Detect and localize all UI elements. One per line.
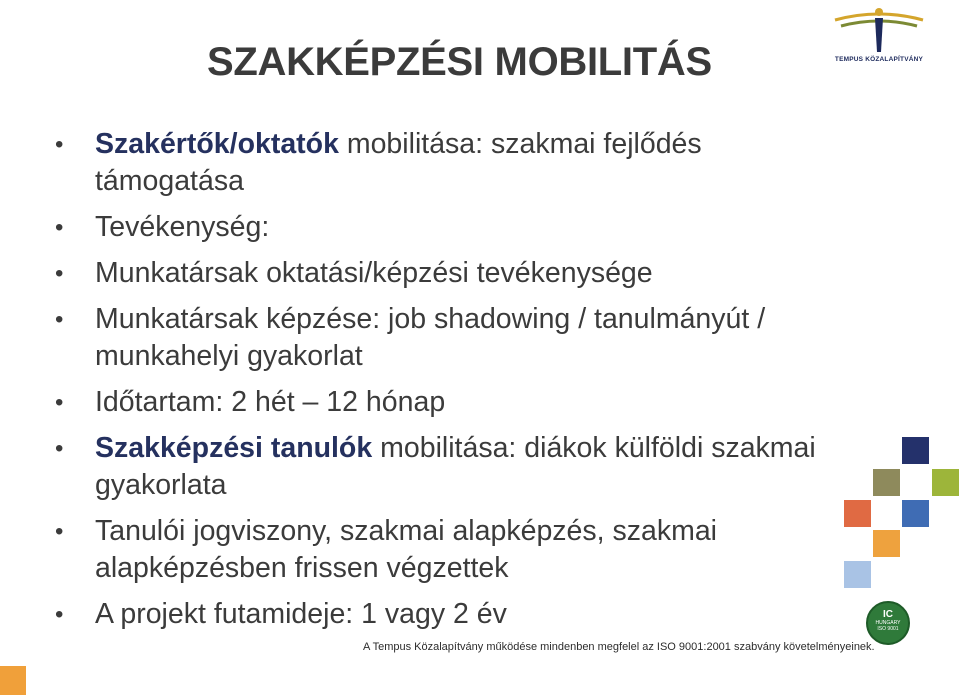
tempus-logo-icon: [831, 4, 927, 56]
bullet-highlight: Szakképzési tanulók: [95, 432, 373, 464]
bullet-text: Munkatársak oktatási/képzési tevékenysége: [95, 257, 653, 289]
bullet-text: mobilitása: diákok külföldi szakmai gyakorlata: [95, 432, 816, 501]
bullet-text: Tevékenység:: [95, 211, 270, 243]
bullet-text: Időtartam: 2 hét – 12 hónap: [95, 386, 446, 418]
bullet-item-expert-mobility: [55, 126, 825, 200]
bullet-item-duration: [55, 384, 825, 421]
deco-square-olive: [873, 469, 900, 496]
deco-square-navy: [902, 437, 929, 464]
bullet-text: Tanulói jogviszony, szakmai alapképzés, szakmai alapképzésben frissen végzettek: [95, 515, 718, 584]
bullet-item-staff-training: [55, 301, 825, 375]
bullet-text: Munkatársak képzése: job shadowing / tanulmányút / munkahelyi gyakorlat: [95, 303, 766, 372]
bullet-item-staff-teaching: [55, 255, 825, 292]
bullet-text: A projekt futamideje: 1 vagy 2 év: [95, 598, 507, 630]
deco-square-lightblue: [844, 561, 871, 588]
deco-square-orange: [873, 530, 900, 557]
bullet-item-learner-mobility: [55, 430, 825, 504]
bullet-item-activity: [55, 209, 825, 246]
bullet-item-project-duration: [55, 596, 825, 633]
badge-main-text: IC: [883, 609, 893, 620]
iso-compliance-note: A Tempus Közalapítvány működése mindenben megfelel az ISO 9001:2001 szabvány követelményeinek.: [363, 641, 875, 653]
deco-square-blue: [902, 500, 929, 527]
bullet-text: mobilitása: szakmai fejlődés támogatása: [95, 128, 702, 197]
bullet-highlight: Szakértők/oktatók: [95, 128, 339, 160]
corner-deco-square: [0, 666, 26, 695]
slide-title: SZAKKÉPZÉSI MOBILITÁS: [207, 40, 712, 84]
iso-certification-badge: [866, 601, 910, 645]
badge-small-text: ISO 9001: [877, 626, 899, 632]
bullet-list: [55, 126, 825, 642]
tempus-logo: [831, 4, 927, 66]
deco-square-red: [844, 500, 871, 527]
badge-sub-text: HUNGARY: [875, 620, 901, 626]
logo-text: TEMPUS KÖZALAPÍTVÁNY: [834, 56, 924, 63]
bullet-item-eligibility: [55, 513, 825, 587]
deco-square-lime: [932, 469, 959, 496]
